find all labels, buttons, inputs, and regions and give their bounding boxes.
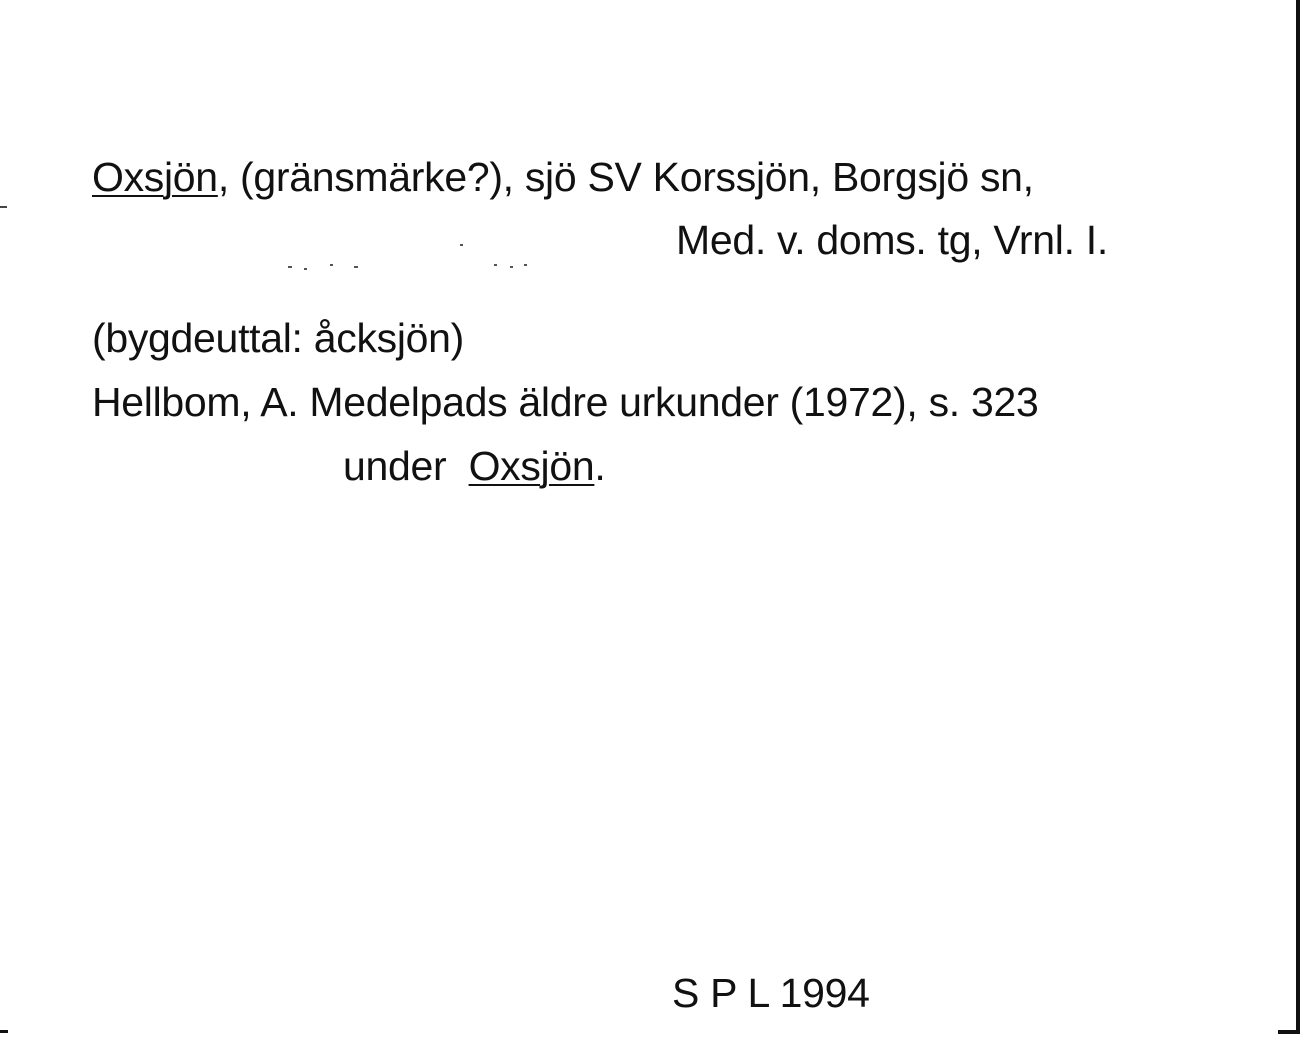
- cross-reference-headword: Oxsjön: [468, 443, 595, 489]
- entry-line-2: Med. v. doms. tg, Vrnl. I.: [676, 217, 1108, 263]
- scan-speck: [330, 264, 333, 266]
- card-right-edge: [1296, 0, 1300, 1030]
- headword: Oxsjön: [92, 154, 218, 200]
- source-reference-under: [343, 443, 606, 489]
- entry-line-1: [92, 154, 1034, 200]
- entry-description: , (gränsmärke?), sjö SV Korssjön, Borgsjö sn,: [217, 154, 1034, 200]
- source-reference: Hellbom, A. Medelpads äldre urkunder (1972), s. 323: [92, 379, 1039, 425]
- under-suffix: .: [594, 443, 606, 489]
- dialect-pronunciation: (bygdeuttal: åcksjön): [92, 315, 465, 361]
- scan-speck: [288, 266, 292, 268]
- card-corner-mark: [1278, 1030, 1300, 1034]
- scan-speck: [524, 264, 527, 266]
- card-left-corner-mark: [0, 1030, 8, 1033]
- card-left-tick: [0, 206, 7, 208]
- scan-speck: [460, 244, 463, 246]
- footer-signature: S P L 1994: [672, 970, 870, 1016]
- scan-speck: [354, 266, 358, 268]
- scan-speck: [494, 264, 497, 266]
- scan-speck: [510, 266, 513, 268]
- under-prefix: under: [343, 443, 447, 489]
- scan-speck: [304, 268, 307, 270]
